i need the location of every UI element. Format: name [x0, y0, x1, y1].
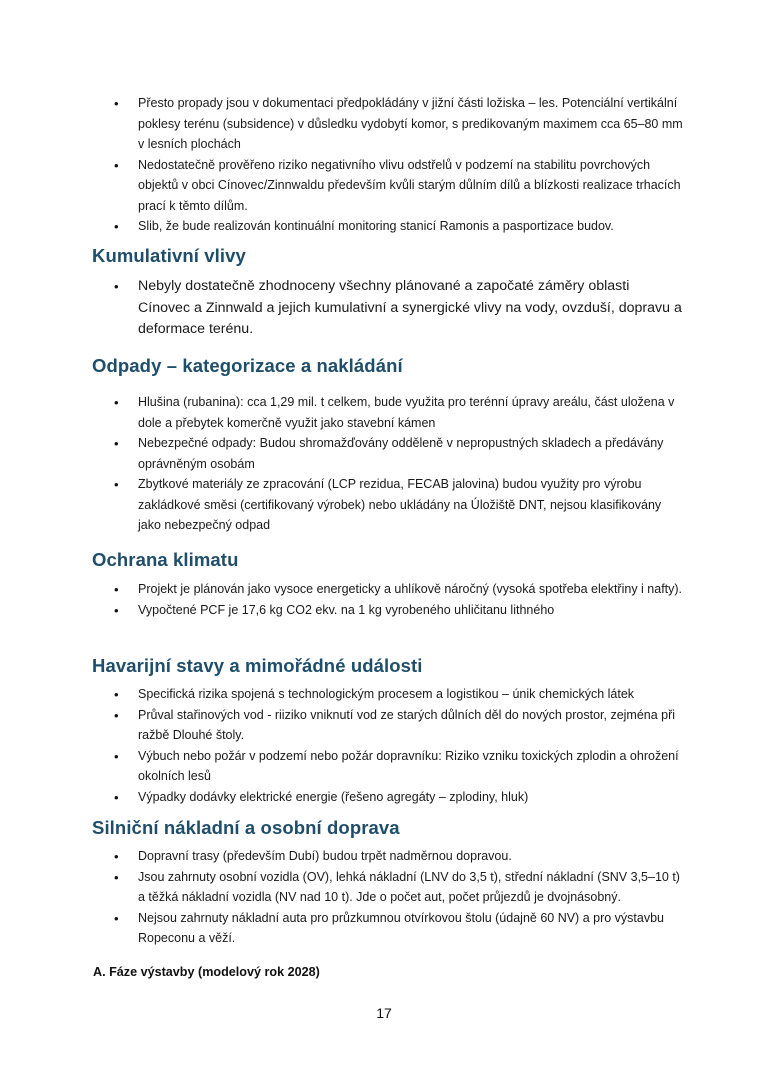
list-item-text: Vypočtené PCF je 17,6 kg CO2 ekv. na 1 kg vyrobeného uhličitanu lithného — [138, 602, 555, 617]
bullet-icon: • — [114, 395, 119, 410]
list-item-text: Hlušina (rubanina): cca 1,29 mil. t celkem, bude využita pro terénní úpravy areálu, část uložena v dole a přebytek komerčně využit jako stavební kámen — [138, 395, 675, 430]
list-item — [114, 216, 683, 237]
kumulativni-bullet-list — [114, 276, 683, 341]
list-item — [114, 867, 683, 908]
odpady-bullet-list — [114, 392, 683, 536]
bullet-icon: • — [114, 477, 119, 492]
section-heading-odpady: Odpady – kategorizace a nakládání — [92, 355, 403, 376]
list-item-text: Nejsou zahrnuty nákladní auta pro průzkumnou otvírkovou štolu (údajně 60 NV) a pro výstavbu Ropeconu a věží. — [138, 910, 664, 945]
bullet-icon: • — [114, 869, 119, 885]
list-item — [114, 93, 683, 155]
bullet-icon: • — [114, 96, 119, 111]
list-item-text: Výpadky dodávky elektrické energie (řešeno agregáty – zplodiny, hluk) — [138, 789, 529, 804]
list-item — [114, 746, 683, 787]
bullet-icon: • — [114, 219, 119, 234]
list-item-text: Výbuch nebo požár v podzemí nebo požár dopravníku: Riziko vzniku toxických zplodin a ohrožení okolních lesů — [138, 748, 679, 783]
bullet-icon: • — [114, 687, 119, 702]
bullet-icon: • — [114, 748, 119, 764]
section-heading-klima: Ochrana klimatu — [92, 549, 239, 570]
list-item-text: Jsou zahrnuty osobní vozidla (OV), lehká nákladní (LNV do 3,5 t), střední nákladní (SNV 3,5–10 t) a těžká nákladní vozidla (NV nad 10 t). Jde o počet aut, počet průjezdů je dvojnásobný. — [138, 869, 680, 904]
list-item-text: Průval stařinových vod - riiziko vniknutí vod ze starých důlních děl do nových prostor, zejména při ražbě Dlouhé štoly. — [138, 707, 676, 742]
page-number: 17 — [376, 1005, 392, 1021]
list-item-text: Nebezpečné odpady: Budou shromažďovány odděleně v nepropustných skladech a předávány oprávněným osobám — [138, 436, 664, 471]
list-item-text: Dopravní trasy (především Dubí) budou trpět nadměrnou dopravou. — [138, 849, 512, 863]
list-item — [114, 846, 683, 867]
list-item — [114, 392, 683, 433]
list-item-text: Přesto propady jsou v dokumentaci předpokládány v jižní části ložiska – les. Potenciální vertikální poklesy terénu (subsidence) v důsledku vydobytí komor, s predikovaným maximem cca 65–80 mm v lesních plochách — [138, 96, 683, 151]
list-item — [114, 600, 683, 621]
list-item — [114, 579, 683, 600]
doprava-bullet-list — [114, 846, 683, 949]
phase-subheading: A. Fáze výstavby (modelový rok 2028) — [93, 965, 320, 979]
bullet-icon: • — [114, 582, 119, 597]
list-item — [114, 705, 683, 746]
klima-bullet-list — [114, 579, 683, 620]
bullet-icon: • — [114, 157, 119, 173]
list-item — [114, 155, 683, 217]
list-item — [114, 908, 683, 949]
bullet-icon: • — [114, 602, 119, 618]
list-item-text: Nedostatečně prověřeno riziko negativního vlivu odstřelů v podzemí na stabilitu povrchových objektů v obci Cínovec/Zinnwaldu především kvůli starým důlním dílů a blízkosti realizace trhacích prací k těmto dílům. — [138, 157, 681, 213]
bullet-icon: • — [114, 849, 119, 864]
bullet-icon: • — [114, 436, 119, 451]
list-item — [114, 276, 683, 341]
list-item — [114, 684, 683, 705]
list-item — [114, 787, 683, 808]
list-item-text: Projekt je plánován jako vysoce energeticky a uhlíkově náročný (vysoká spotřeba elektřiny i nafty). — [138, 582, 683, 596]
bullet-icon: • — [114, 910, 119, 926]
havarie-bullet-list — [114, 684, 683, 807]
section-heading-doprava: Silniční nákladní a osobní doprava — [92, 817, 400, 838]
section-heading-havarie: Havarijní stavy a mimořádné události — [92, 655, 423, 676]
bullet-icon: • — [114, 789, 119, 805]
section-heading-kumulativni: Kumulativní vlivy — [92, 245, 246, 266]
bullet-icon: • — [114, 707, 119, 723]
bullet-icon: • — [114, 279, 119, 294]
list-item-text: Specifická rizika spojená s technologickým procesem a logistikou – únik chemických látek — [138, 687, 635, 701]
list-item-text: Nebyly dostatečně zhodnoceny všechny plánované a započaté záměry oblasti Cínovec a Zinnwald a jejich kumulativní a synergické vlivy na vody, ovzduší, dopravu a deformace terénu. — [138, 278, 682, 337]
intro-bullet-list — [114, 93, 683, 237]
list-item-text: Slib, že bude realizován kontinuální monitoring stanicí Ramonis a pasportizace budov. — [138, 219, 614, 233]
list-item — [114, 433, 683, 474]
list-item-text: Zbytkové materiály ze zpracování (LCP rezidua, FECAB jalovina) budou využity pro výrobu zakládkové směsi (certifikovaný výrobek) nebo ukládány na Úložiště DNT, nejsou klasifikovány jako nebezpečný odpad — [138, 477, 662, 532]
list-item — [114, 474, 683, 536]
